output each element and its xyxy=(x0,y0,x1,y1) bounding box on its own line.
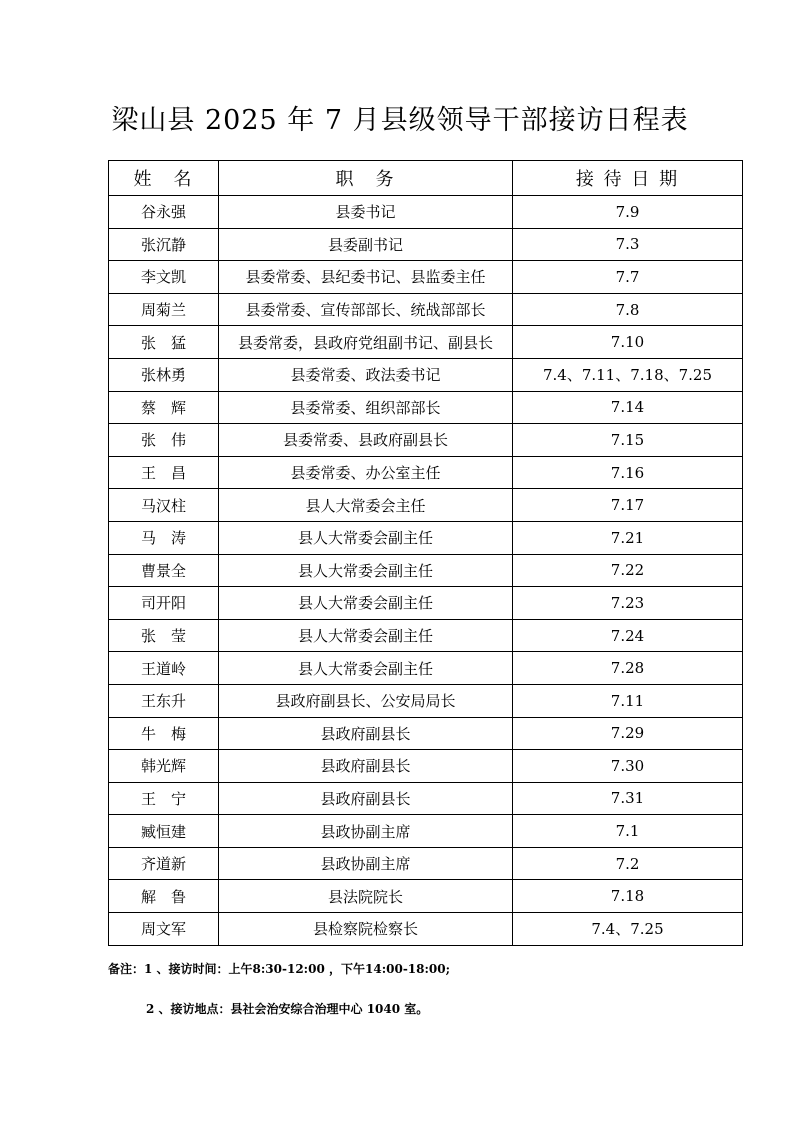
cell-dates: 7.11 xyxy=(513,684,743,717)
cell-position: 县政协副主席 xyxy=(219,847,513,880)
cell-position: 县人大常委会副主任 xyxy=(219,554,513,587)
cell-name: 马汉柱 xyxy=(109,489,219,522)
cell-name: 司开阳 xyxy=(109,587,219,620)
cell-dates: 7.28 xyxy=(513,652,743,685)
table-row xyxy=(109,913,743,946)
cell-dates: 7.18 xyxy=(513,880,743,913)
cell-dates: 7.16 xyxy=(513,456,743,489)
table-row xyxy=(109,456,743,489)
cell-position: 县委常委、组织部部长 xyxy=(219,391,513,424)
cell-position: 县政协副主席 xyxy=(219,815,513,848)
cell-dates: 7.23 xyxy=(513,587,743,620)
header-name: 姓 名 xyxy=(109,161,219,196)
cell-dates: 7.30 xyxy=(513,750,743,783)
cell-dates: 7.31 xyxy=(513,782,743,815)
cell-dates: 7.1 xyxy=(513,815,743,848)
note-location: 2 、接访地点：县社会治安综合治理中心 1040 室。 xyxy=(146,1002,429,1016)
header-position: 职 务 xyxy=(219,161,513,196)
cell-name: 张沉静 xyxy=(109,228,219,261)
cell-dates: 7.4、7.11、7.18、7.25 xyxy=(513,358,743,391)
cell-dates: 7.24 xyxy=(513,619,743,652)
cell-name: 王东升 xyxy=(109,684,219,717)
cell-position: 县人大常委会副主任 xyxy=(219,619,513,652)
cell-position: 县政府副县长 xyxy=(219,717,513,750)
cell-name: 曹景全 xyxy=(109,554,219,587)
cell-position: 县人大常委会副主任 xyxy=(219,521,513,554)
cell-name: 牛 梅 xyxy=(109,717,219,750)
schedule-table xyxy=(108,160,743,946)
cell-name: 张 伟 xyxy=(109,424,219,457)
cell-name: 王 昌 xyxy=(109,456,219,489)
cell-position: 县委常委、宣传部部长、统战部部长 xyxy=(219,293,513,326)
cell-dates: 7.15 xyxy=(513,424,743,457)
cell-dates: 7.9 xyxy=(513,196,743,229)
table-row xyxy=(109,521,743,554)
cell-dates: 7.10 xyxy=(513,326,743,359)
table-row xyxy=(109,261,743,294)
cell-name: 臧恒建 xyxy=(109,815,219,848)
notes xyxy=(108,960,748,1018)
table-row xyxy=(109,847,743,880)
cell-name: 张林勇 xyxy=(109,358,219,391)
cell-name: 蔡 辉 xyxy=(109,391,219,424)
table-row xyxy=(109,424,743,457)
cell-dates: 7.3 xyxy=(513,228,743,261)
cell-dates: 7.7 xyxy=(513,261,743,294)
cell-position: 县委常委、县政府副县长 xyxy=(219,424,513,457)
cell-name: 王 宁 xyxy=(109,782,219,815)
cell-name: 张 猛 xyxy=(109,326,219,359)
cell-name: 齐道新 xyxy=(109,847,219,880)
table-row xyxy=(109,717,743,750)
cell-dates: 7.4、7.25 xyxy=(513,913,743,946)
cell-position: 县人大常委会副主任 xyxy=(219,587,513,620)
table-row xyxy=(109,880,743,913)
cell-position: 县政府副县长 xyxy=(219,750,513,783)
cell-position: 县委常委，县政府党组副书记、副县长 xyxy=(219,326,513,359)
table-row xyxy=(109,489,743,522)
cell-position: 县委书记 xyxy=(219,196,513,229)
table-row xyxy=(109,293,743,326)
cell-position: 县人大常委会主任 xyxy=(219,489,513,522)
cell-dates: 7.29 xyxy=(513,717,743,750)
table-row xyxy=(109,815,743,848)
table-row xyxy=(109,782,743,815)
table-row xyxy=(109,750,743,783)
cell-name: 解 鲁 xyxy=(109,880,219,913)
cell-dates: 7.22 xyxy=(513,554,743,587)
table-row xyxy=(109,358,743,391)
header-dates: 接 待 日 期 xyxy=(513,161,743,196)
cell-position: 县委常委、政法委书记 xyxy=(219,358,513,391)
table-body xyxy=(109,196,743,946)
table-row xyxy=(109,684,743,717)
table-row xyxy=(109,619,743,652)
cell-position: 县政府副县长 xyxy=(219,782,513,815)
cell-name: 周文军 xyxy=(109,913,219,946)
cell-name: 李文凯 xyxy=(109,261,219,294)
cell-position: 县政府副县长、公安局局长 xyxy=(219,684,513,717)
table-row xyxy=(109,587,743,620)
cell-name: 谷永强 xyxy=(109,196,219,229)
cell-dates: 7.8 xyxy=(513,293,743,326)
cell-position: 县法院院长 xyxy=(219,880,513,913)
cell-position: 县委常委、县纪委书记、县监委主任 xyxy=(219,261,513,294)
cell-dates: 7.17 xyxy=(513,489,743,522)
cell-name: 马 涛 xyxy=(109,521,219,554)
cell-name: 周菊兰 xyxy=(109,293,219,326)
cell-name: 王道岭 xyxy=(109,652,219,685)
cell-position: 县委副书记 xyxy=(219,228,513,261)
table-row xyxy=(109,391,743,424)
cell-name: 张 莹 xyxy=(109,619,219,652)
note-time: 备注：1 、接访时间：上午8:30-12:00 ，下午14:00-18:00; xyxy=(108,962,451,976)
cell-position: 县委常委、办公室主任 xyxy=(219,456,513,489)
cell-position: 县人大常委会副主任 xyxy=(219,652,513,685)
table-header-row xyxy=(109,161,743,196)
table-row xyxy=(109,554,743,587)
page-title: 梁山县 2025 年 7 月县级领导干部接访日程表 xyxy=(111,105,689,136)
table-row xyxy=(109,196,743,229)
cell-dates: 7.14 xyxy=(513,391,743,424)
table-row xyxy=(109,326,743,359)
table-row xyxy=(109,652,743,685)
cell-name: 韩光辉 xyxy=(109,750,219,783)
cell-dates: 7.21 xyxy=(513,521,743,554)
cell-dates: 7.2 xyxy=(513,847,743,880)
cell-position: 县检察院检察长 xyxy=(219,913,513,946)
table-row xyxy=(109,228,743,261)
